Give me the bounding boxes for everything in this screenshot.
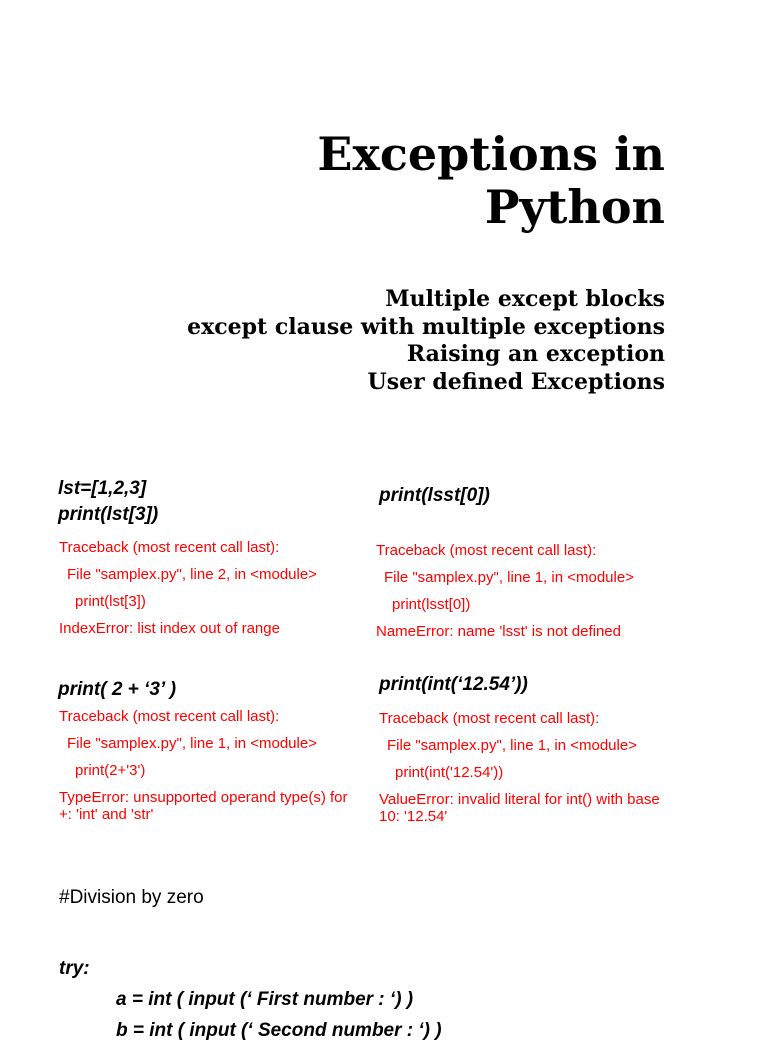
- code-snippet-value-error: [379, 672, 528, 698]
- error-message: NameError: name 'lsst' is not defined: [376, 623, 621, 640]
- topic-item: except clause with multiple exceptions: [187, 313, 665, 340]
- traceback-line: print(2+'3'): [75, 762, 146, 779]
- division-comment: #Division by zero: [59, 887, 204, 908]
- traceback-line: Traceback (most recent call last):: [379, 710, 600, 727]
- traceback-type-error: [59, 708, 359, 823]
- code-line: a = int ( input (‘ First number : ‘) ): [116, 989, 414, 1010]
- code-line: print(lsst[0]): [379, 485, 490, 506]
- traceback-line: File "samplex.py", line 1, in <module>: [384, 569, 634, 586]
- code-snippet-type-error: [58, 677, 176, 703]
- title-line-1: Exceptions in: [317, 127, 665, 181]
- code-line: lst=[1,2,3]: [58, 478, 147, 499]
- title-line-2: Python: [484, 180, 665, 234]
- code-snippet-name-error: [379, 483, 490, 509]
- topic-item: Multiple except blocks: [385, 286, 665, 312]
- topic-list: [187, 286, 665, 396]
- traceback-line: Traceback (most recent call last):: [59, 539, 280, 556]
- traceback-line: File "samplex.py", line 1, in <module>: [67, 735, 317, 752]
- try-block: [59, 953, 442, 1046]
- error-message: TypeError: unsupported operand type(s) for +: 'int' and 'str': [59, 789, 348, 823]
- traceback-line: Traceback (most recent call last):: [376, 542, 597, 559]
- code-line: print(lst[3]): [58, 504, 159, 525]
- code-line: print( 2 + ‘3’ ): [58, 679, 177, 700]
- error-message: IndexError: list index out of range: [59, 620, 280, 637]
- traceback-line: File "samplex.py", line 2, in <module>: [67, 566, 317, 583]
- traceback-line: print(int('12.54')): [395, 764, 504, 781]
- traceback-name-error: [376, 542, 676, 640]
- error-message: ValueError: invalid literal for int() with base 10: '12.54': [379, 791, 660, 825]
- page-title: [317, 128, 665, 234]
- traceback-line: File "samplex.py", line 1, in <module>: [387, 737, 637, 754]
- try-keyword: try:: [59, 958, 90, 979]
- topic-item: Raising an exception: [406, 341, 665, 367]
- topic-item: User defined Exceptions: [367, 368, 665, 395]
- code-snippet-index-error: [58, 476, 158, 528]
- code-line: b = int ( input (‘ Second number : ‘) ): [116, 1020, 442, 1041]
- traceback-line: Traceback (most recent call last):: [59, 708, 280, 725]
- traceback-line: print(lsst[0]): [392, 596, 471, 613]
- traceback-value-error: [379, 710, 669, 825]
- code-line: print(int(‘12.54’)): [379, 674, 528, 695]
- traceback-line: print(lst[3]): [75, 593, 146, 610]
- traceback-index-error: [59, 539, 359, 637]
